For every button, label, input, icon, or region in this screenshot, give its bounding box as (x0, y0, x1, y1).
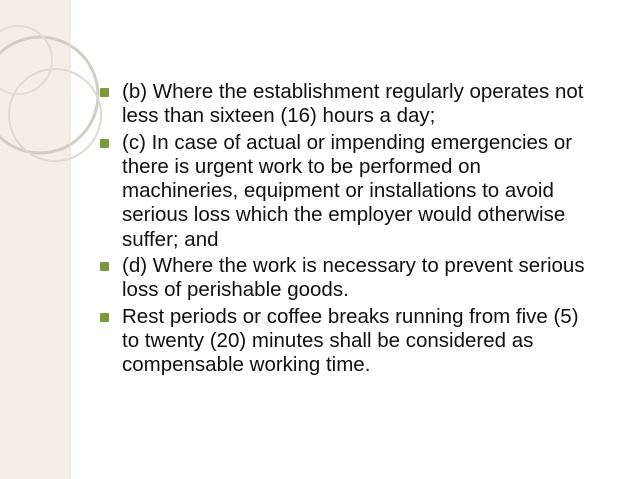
bullet-item-d (100, 254, 600, 303)
bullet-square-icon (100, 88, 109, 97)
bullet-item-c (100, 131, 600, 252)
bullet-text: (b) Where the establishment regularly operates not less than sixteen (16) hours a day; (122, 80, 584, 128)
ring-medium (9, 69, 101, 161)
bullet-square-icon (100, 262, 109, 271)
bullet-text: Rest periods or coffee breaks running from five (5) to twenty (20) minutes shall be considered as compensable working time. (122, 304, 579, 377)
bullet-text: (d) Where the work is necessary to prevent serious loss of perishable goods. (122, 254, 585, 302)
bullet-square-icon (100, 313, 109, 322)
bullet-item-b (100, 80, 600, 129)
bullet-square-icon (100, 139, 109, 148)
bullet-text: (c) In case of actual or impending emergencies or there is urgent work to be performed on machineries, equipment or installations to avoid serious loss which the employer would otherwise suffer; and (122, 130, 573, 251)
bullet-list (100, 80, 600, 378)
bullet-item-rest-periods (100, 305, 600, 378)
